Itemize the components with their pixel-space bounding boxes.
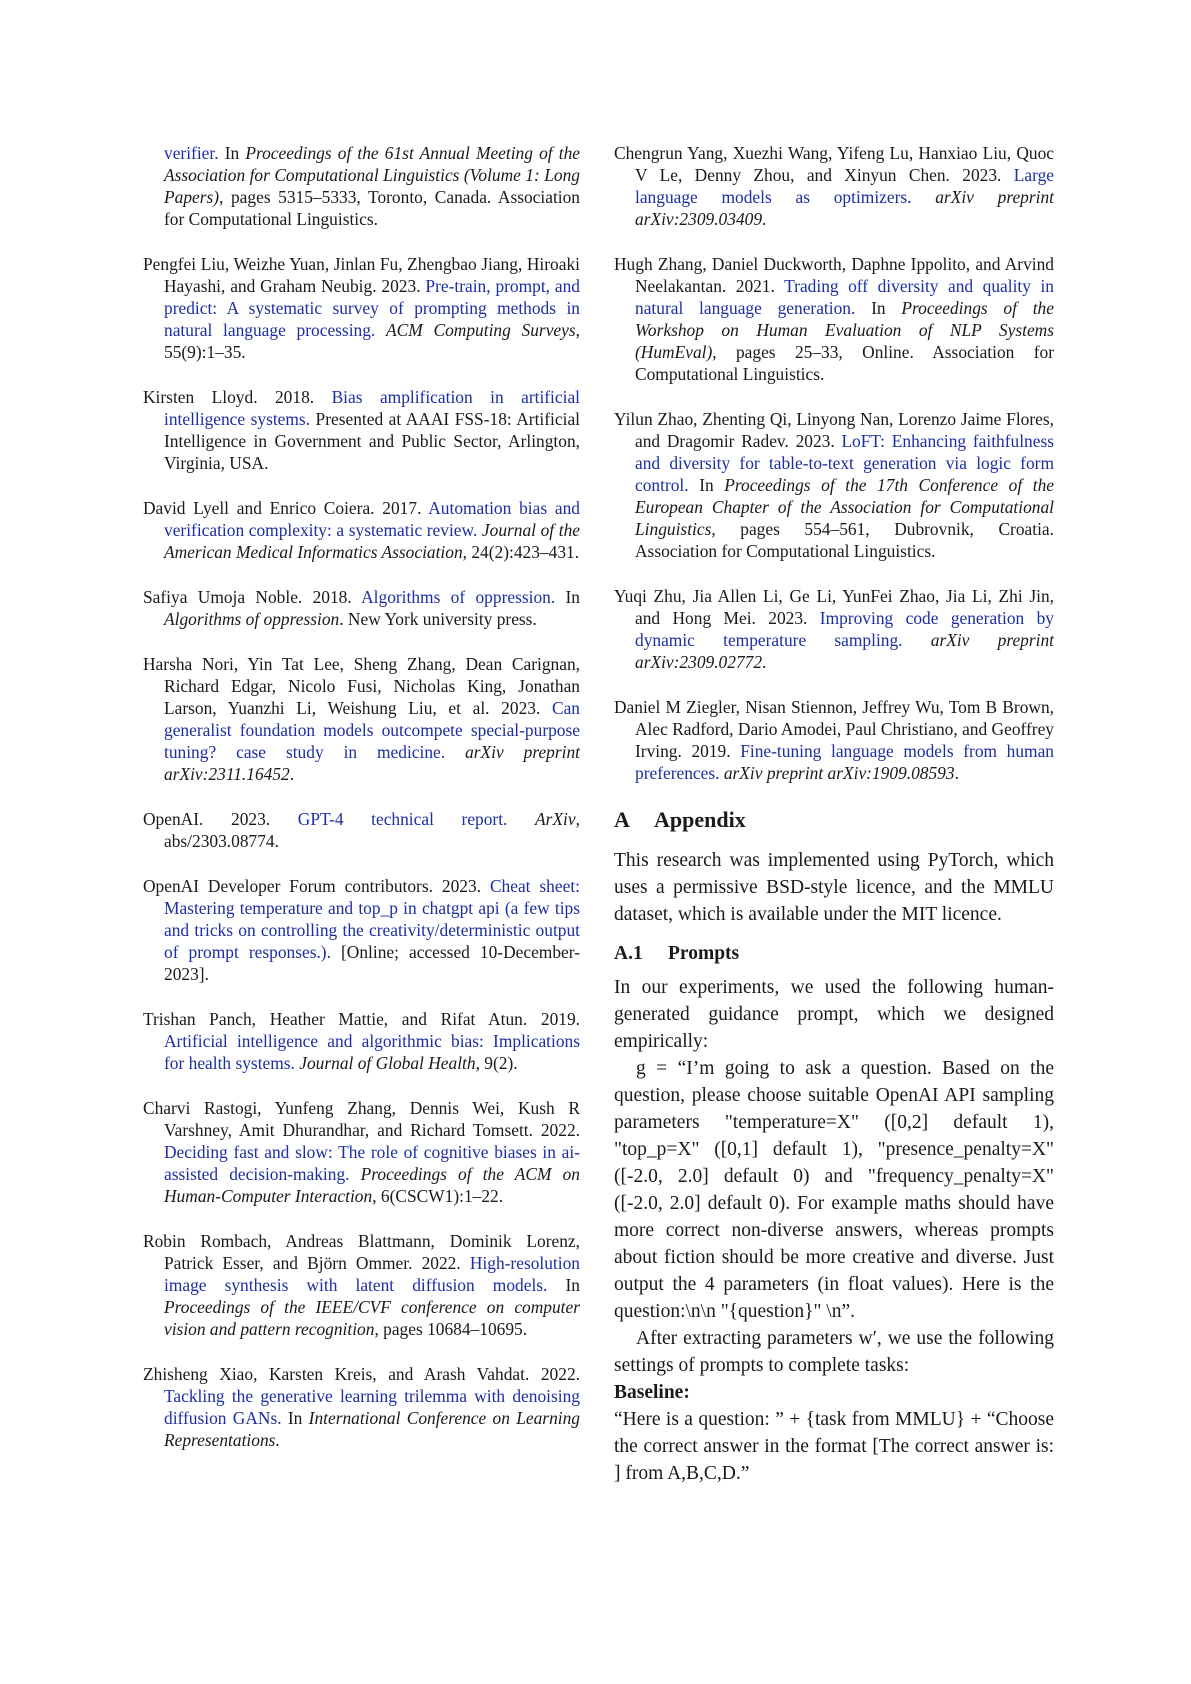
reference-details: .	[762, 209, 767, 229]
reference-entry	[143, 1097, 580, 1207]
reference-details: , 24(2):423–431.	[462, 542, 580, 562]
reference-details: .	[289, 764, 295, 784]
reference-entry	[614, 696, 1054, 784]
reference-text: In	[555, 587, 581, 607]
reference-details: , 9(2).	[475, 1053, 518, 1073]
reference-details: , 55(9):1–35.	[164, 320, 580, 362]
reference-entry	[143, 1230, 580, 1340]
reference-authors: OpenAI Developer Forum contributors. 2023.	[143, 876, 490, 896]
reference-entry	[143, 1008, 580, 1074]
reference-details: , pages 554–561, Dubrovnik, Croatia. Association for Computational Linguistics.	[635, 519, 1054, 561]
prompts-paragraph-1: In our experiments, we used the following human-generated guidance prompt, which we designed empirically:	[614, 977, 1054, 1052]
reference-entry	[143, 875, 580, 985]
reference-details: , 6(CSCW1):1–22.	[372, 1186, 504, 1206]
reference-text: In	[281, 1408, 309, 1428]
reference-entry	[614, 142, 1054, 230]
reference-entry	[614, 585, 1054, 673]
reference-authors: Trishan Panch, Heather Mattie, and Rifat Atun. 2019.	[143, 1009, 580, 1029]
appendix-title: Appendix	[654, 807, 746, 832]
reference-text: Presented at AAAI FSS-18: Artificial Intelligence in Government and Public Sector, Arlington, Virginia, USA.	[164, 409, 580, 473]
reference-authors: OpenAI. 2023.	[143, 809, 298, 829]
baseline-text: “Here is a question: ” + {task from MMLU} + “Choose the correct answer in the format [The correct answer is: ] from A,B,C,D.”	[614, 1409, 1054, 1484]
appendix-number: A	[614, 807, 630, 832]
baseline-label: Baseline:	[614, 1382, 690, 1403]
reference-authors: Harsha Nori, Yin Tat Lee, Sheng Zhang, Dean Carignan, Richard Edgar, Nicolo Fusi, Nicholas King, Jonathan Larson, Yuanzhi Li, Weishung Liu, et al. 2023.	[143, 654, 580, 718]
prompts-title: Prompts	[668, 943, 740, 964]
reference-authors: Daniel M Ziegler, Nisan Stiennon, Jeffrey Wu, Tom B Brown, Alec Radford, Dario Amodei, Paul Christiano, and Geoffrey Irving. 2019.	[614, 697, 1054, 761]
reference-details: .	[762, 652, 767, 672]
reference-text	[507, 809, 535, 829]
reference-venue: Proceedings of the ACM on Human-Computer Interaction	[164, 1164, 580, 1206]
reference-authors: Zhisheng Xiao, Karsten Kreis, and Arash Vahdat. 2022.	[143, 1364, 580, 1384]
reference-entry	[614, 253, 1054, 385]
reference-link[interactable]: LoFT: Enhancing faithfulness and diversity for table-to-text generation via logic form control.	[635, 431, 1054, 495]
reference-authors: Kirsten Lloyd. 2018.	[143, 387, 332, 407]
reference-link[interactable]: Pre-train, prompt, and predict: A systematic survey of prompting methods in natural language processing.	[164, 276, 580, 340]
reference-authors: Hugh Zhang, Daniel Duckworth, Daphne Ippolito, and Arvind Neelakantan. 2021.	[614, 254, 1054, 296]
reference-entry	[143, 808, 580, 852]
reference-entry	[143, 1363, 580, 1451]
reference-venue: arXiv preprint arXiv:2311.16452	[164, 742, 580, 784]
right-column	[614, 142, 1054, 1487]
reference-authors: Charvi Rastogi, Yunfeng Zhang, Dennis Wei, Kush R Varshney, Amit Dhurandhar, and Richard Tomsett. 2022.	[143, 1098, 580, 1140]
prompts-number: A.1	[614, 943, 643, 964]
reference-venue: Proceedings of the Workshop on Human Evaluation of NLP Systems (HumEval)	[635, 298, 1054, 362]
reference-link[interactable]: Deciding fast and slow: The role of cognitive biases in ai-assisted decision-making.	[164, 1142, 580, 1184]
reference-venue: ACM Computing Surveys	[386, 320, 576, 340]
prompts-paragraph-3: After extracting parameters w′, we use the following settings of prompts to complete tasks:	[614, 1328, 1054, 1376]
reference-link[interactable]: High-resolution image synthesis with latent diffusion models.	[164, 1253, 580, 1295]
reference-text: In	[218, 143, 246, 163]
reference-details: , pages 5315–5333, Toronto, Canada. Association for Computational Linguistics.	[164, 187, 580, 229]
reference-authors: Yilun Zhao, Zhenting Qi, Linyong Nan, Lorenzo Jaime Flores, and Dragomir Radev. 2023.	[614, 409, 1054, 451]
reference-text: In	[688, 475, 725, 495]
reference-entry	[143, 386, 580, 474]
reference-venue: Journal of Global Health	[299, 1053, 476, 1073]
reference-authors: Chengrun Yang, Xuezhi Wang, Yifeng Lu, Hanxiao Liu, Quoc V Le, Denny Zhou, and Xinyun Chen. 2023.	[614, 143, 1054, 185]
reference-link[interactable]: Fine-tuning language models from human preferences.	[635, 741, 1054, 783]
reference-text	[903, 630, 931, 650]
reference-venue: arXiv preprint arXiv:2309.02772	[635, 630, 1054, 672]
reference-entry	[143, 142, 580, 230]
reference-link[interactable]: Artificial intelligence and algorithmic bias: Implications for health systems.	[164, 1031, 580, 1073]
reference-text: In	[547, 1275, 580, 1295]
reference-authors: Pengfei Liu, Weizhe Yuan, Jinlan Fu, Zhengbao Jiang, Hiroaki Hayashi, and Graham Neubig. 2023.	[143, 254, 580, 296]
left-column	[143, 142, 580, 1474]
reference-venue: Proceedings of the IEEE/CVF conference on computer vision and pattern recognition	[164, 1297, 580, 1339]
reference-details: .	[954, 763, 959, 783]
reference-link[interactable]: Tackling the generative learning trilemma with denoising diffusion GANs.	[164, 1386, 580, 1428]
reference-text	[912, 187, 936, 207]
reference-entry	[143, 497, 580, 563]
reference-details: . New York university press.	[339, 609, 537, 629]
reference-venue: arXiv preprint arXiv:2309.03409	[635, 187, 1054, 229]
guidance-prompt-paragraph: g = “I’m going to ask a question. Based on the question, please choose suitable OpenAI API sampling parameters "temperature=X" ([0,2] default 1), "top_p=X" ([0,1] default 1), "presence_penalty=X" ([-2.0, 2.0] default 0) and "frequency_penalty=X" ([-2.0, 2.0] default 0). For example maths should have more correct non-diverse answers, whereas prompts about fiction should be more creative and diverse. Just output the 4 parameters (in float values). Here is the question:\n\n "{question}" \n”.	[614, 1058, 1054, 1322]
reference-text	[445, 742, 465, 762]
reference-authors: Safiya Umoja Noble. 2018.	[143, 587, 362, 607]
reference-entry	[614, 408, 1054, 562]
reference-venue: International Conference on Learning Representations	[164, 1408, 580, 1450]
prompts-heading	[614, 942, 1054, 966]
reference-details: , pages 10684–10695.	[374, 1319, 528, 1339]
reference-authors: David Lyell and Enrico Coiera. 2017.	[143, 498, 429, 518]
reference-link[interactable]: Trading off diversity and quality in natural language generation.	[635, 276, 1055, 318]
reference-link[interactable]: verifier.	[164, 143, 219, 163]
reference-link[interactable]: Automation bias and verification complexity: a systematic review.	[164, 498, 580, 540]
reference-authors: Yuqi Zhu, Jia Allen Li, Ge Li, YunFei Zhao, Jia Li, Zhi Jin, and Hong Mei. 2023.	[614, 586, 1054, 628]
reference-text	[350, 1164, 361, 1184]
reference-entry	[143, 253, 580, 363]
reference-details: .	[275, 1430, 280, 1450]
reference-venue: Proceedings of the 17th Conference of the European Chapter of the Association for Computational Linguistics	[635, 475, 1054, 539]
reference-authors: Robin Rombach, Andreas Blattmann, Dominik Lorenz, Patrick Esser, and Björn Ommer. 2022.	[143, 1231, 580, 1273]
reference-venue: arXiv preprint arXiv:1909.08593	[723, 763, 955, 783]
reference-link[interactable]: Bias amplification in artificial intelligence systems.	[164, 387, 580, 429]
reference-venue: Proceedings of the 61st Annual Meeting of the Association for Computational Linguistics (Volume 1: Long Papers)	[164, 143, 580, 207]
reference-text: [Online; accessed 10-December-2023].	[164, 942, 580, 984]
reference-link[interactable]: Can generalist foundation models outcompete special-purpose tuning? case study in medicine.	[164, 698, 580, 762]
right-references	[614, 142, 1054, 784]
reference-text: In	[855, 298, 902, 318]
reference-entry	[143, 586, 580, 630]
appendix-intro: This research was implemented using PyTorch, which uses a permissive BSD-style licence, and the MMLU dataset, which is available under the MIT licence.	[614, 850, 1054, 925]
reference-entry	[143, 653, 580, 785]
reference-link[interactable]: Cheat sheet: Mastering temperature and top_p in chatgpt api (a few tips and tricks on controlling the creativity/deterministic output of prompt responses.).	[164, 876, 580, 962]
reference-link[interactable]: Improving code generation by dynamic temperature sampling.	[635, 608, 1054, 650]
reference-details: , pages 25–33, Online. Association for Computational Linguistics.	[635, 342, 1054, 384]
appendix-heading	[614, 807, 1054, 833]
reference-link[interactable]: Algorithms of oppression.	[361, 587, 556, 607]
reference-text	[375, 320, 386, 340]
reference-venue: Algorithms of oppression	[164, 609, 340, 629]
reference-link[interactable]: Large language models as optimizers.	[635, 165, 1054, 207]
reference-details: , abs/2303.08774.	[164, 809, 580, 851]
reference-venue: ArXiv	[535, 809, 576, 829]
reference-link[interactable]: GPT-4 technical report.	[297, 809, 508, 829]
reference-venue: Journal of the American Medical Informatics Association	[164, 520, 580, 562]
